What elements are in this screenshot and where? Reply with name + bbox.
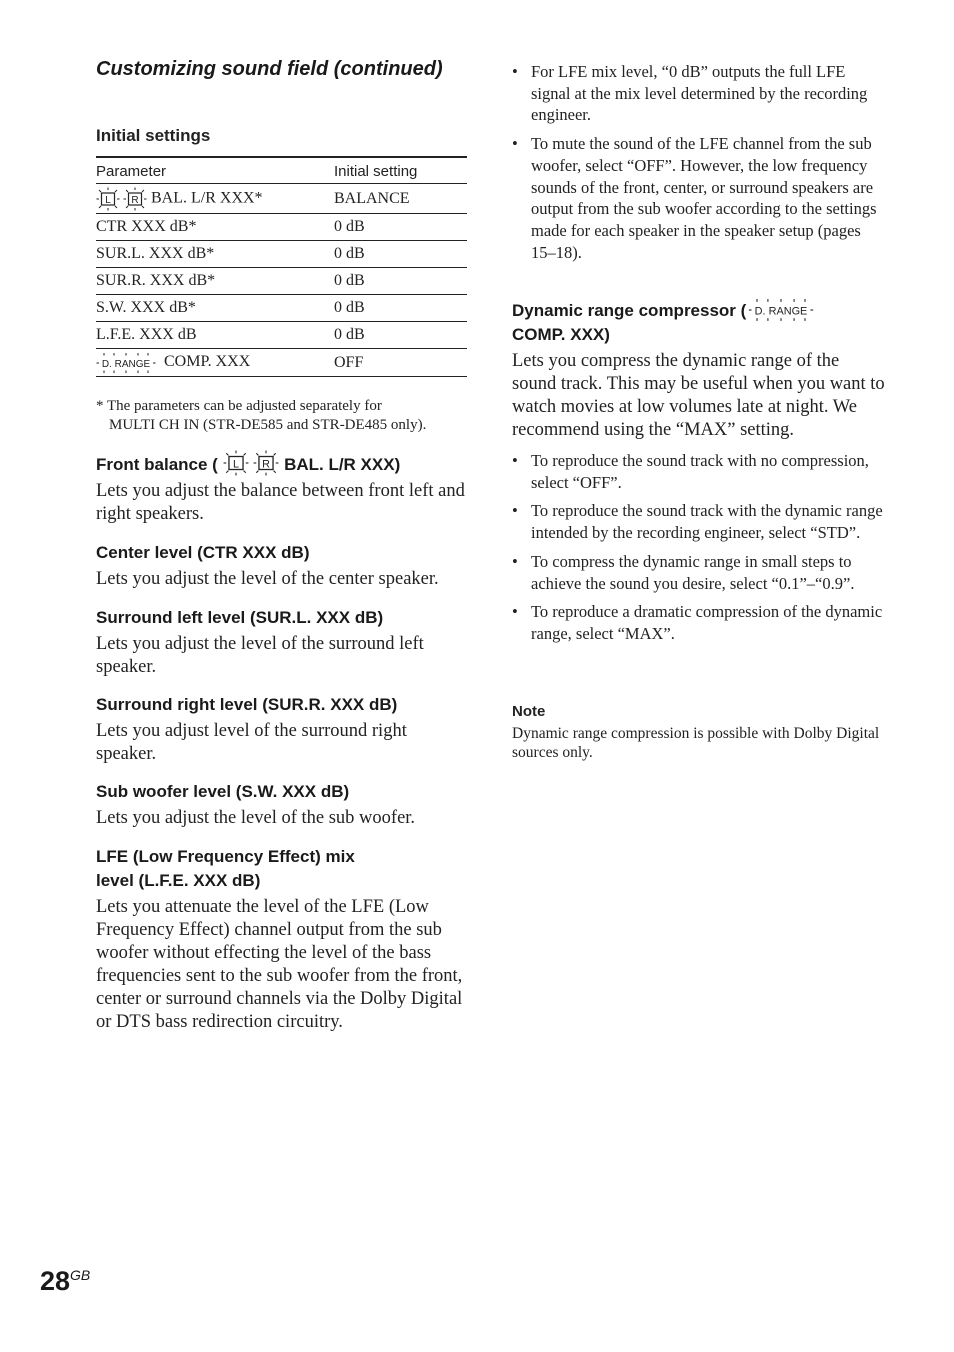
front-left-speaker-icon [96,187,120,211]
lfe-heading: LFE (Low Frequency Effect) mix level (L.F.E. XXX dB) [96,847,355,890]
list-item: • To compress the dynamic range in small steps to achieve the sound you desire, select “0.1”–“0.9”. [512,551,888,594]
lfe-bullet-list [512,61,884,263]
center-level-section [96,541,468,591]
front-balance-section [96,450,468,526]
svg-text:L: L [232,458,239,471]
front-right-speaker-icon [253,450,279,476]
front-right-speaker-icon [123,187,147,211]
table-row [96,268,467,295]
table-header-row [96,157,467,184]
front-balance-heading: Front balance ( L R BAL. L/R XXX) [96,450,468,477]
drc-text: Lets you compress the dynamic range of the sound track. This may be useful when you want to watch movies at low volumes late at night. We recommend using the “MAX” setting. [512,351,885,440]
front-left-speaker-icon [223,450,249,476]
svg-text:L: L [105,194,111,206]
param-cell [96,184,334,214]
note-section [512,703,884,762]
surround-right-section [96,693,468,766]
param-label: COMP. XXX [164,353,251,371]
center-level-text: Lets you adjust the level of the center speaker. [96,569,439,589]
drc-section [512,298,888,652]
value-cell: 0 dB [334,322,467,349]
front-balance-text: Lets you adjust the balance between front left and right speakers. [96,481,465,524]
list-item: • To reproduce the sound track with no compression, select “OFF”. [512,450,888,493]
param-cell: SUR.L. XXX dB* [96,241,334,268]
param-cell: S.W. XXX dB* [96,295,334,322]
note-heading: Note [512,703,546,720]
value-cell: 0 dB [334,214,467,241]
d-range-icon [96,352,156,374]
table-row [96,214,467,241]
initial-settings-table [96,156,467,377]
svg-text:R: R [131,194,139,206]
param-cell [96,349,334,377]
table-footnote [96,397,476,435]
table-row [96,322,467,349]
sub-woofer-text: Lets you adjust the level of the sub woofer. [96,808,416,828]
surround-right-text: Lets you adjust level of the surround right speaker. [96,721,407,764]
list-item: • To reproduce the sound track with the dynamic range intended by the recording engineer, select “STD”. [512,500,888,543]
table-row [96,349,467,377]
svg-text:D. RANGE: D. RANGE [754,305,808,318]
list-item: • To reproduce a dramatic compression of the dynamic range, select “MAX”. [512,601,888,644]
surround-left-section [96,606,468,679]
section-title: Customizing sound field (continued) [96,58,443,80]
value-cell: 0 dB [334,241,467,268]
lr-icons [96,187,147,211]
surround-left-text: Lets you adjust the level of the surround left speaker. [96,634,424,677]
table-row [96,295,467,322]
surround-left-heading: Surround left level (SUR.L. XXX dB) [96,608,384,627]
value-cell: OFF [334,349,467,377]
param-label: BAL. L/R XXX* [151,189,263,207]
initial-settings-heading: Initial settings [96,126,211,145]
sub-woofer-heading: Sub woofer level (S.W. XXX dB) [96,782,350,801]
param-cell: SUR.R. XXX dB* [96,268,334,295]
lfe-bullets [512,61,884,270]
svg-text:D. RANGE: D. RANGE [101,358,151,370]
table-row [96,184,467,214]
drc-heading: Dynamic range compressor ( D. RANGE COMP. XXX) [512,298,888,347]
center-level-heading: Center level (CTR XXX dB) [96,543,310,562]
value-cell: BALANCE [334,184,467,214]
sub-woofer-section [96,780,468,830]
table-row [96,241,467,268]
d-range-icon [746,298,816,322]
lfe-section [96,845,468,1034]
drc-bullet-list [512,450,888,645]
list-item: • For LFE mix level, “0 dB” outputs the full LFE signal at the mix level determined by the recording engineer. [512,61,884,126]
lfe-text: Lets you attenuate the level of the LFE (Low Frequency Effect) channel output from the sub woofer without effecting the level of the bass frequencies sent to the sub woofer from the front, center or surround channels via the Dolby Digital or DTS bass redirection circuitry. [96,897,463,1032]
footnote-line2: MULTI CH IN (STR-DE585 and STR-DE485 only). [109,417,427,433]
value-cell: 0 dB [334,295,467,322]
list-item: • To mute the sound of the LFE channel from the sub woofer, select “OFF”. However, the low frequency sounds of the front, center, or surround speakers are output from the sub woofer according to the settings made for each speaker in the speaker setup (pages 15–18). [512,133,884,263]
page-suffix: GB [70,1267,91,1283]
param-cell: CTR XXX dB* [96,214,334,241]
param-cell: L.F.E. XXX dB [96,322,334,349]
svg-text:R: R [262,458,271,471]
surround-right-heading: Surround right level (SUR.R. XXX dB) [96,695,398,714]
note-text: Dynamic range compression is possible with Dolby Digital sources only. [512,725,880,761]
col-parameter-header: Parameter [96,157,334,184]
value-cell: 0 dB [334,268,467,295]
col-initial-header: Initial setting [334,157,467,184]
footnote-line1: * The parameters can be adjusted separately for [96,398,382,414]
page-number: $28^{GB}$ [40,1266,91,1296]
